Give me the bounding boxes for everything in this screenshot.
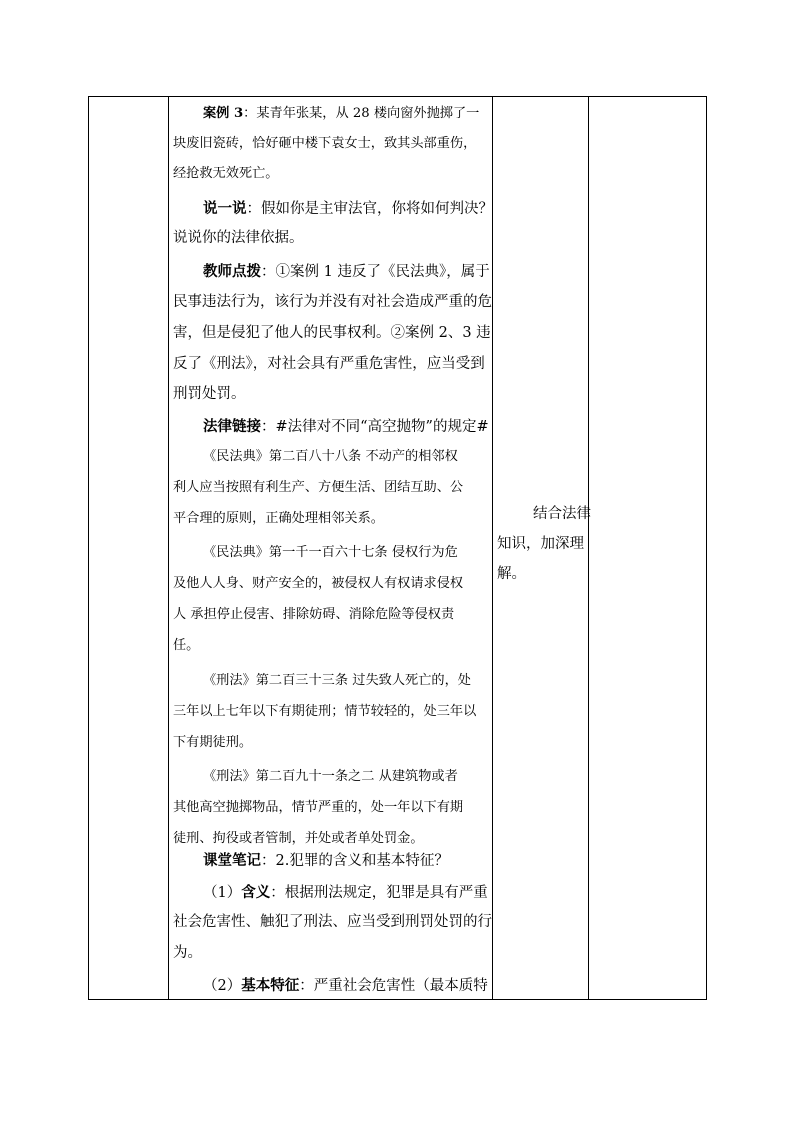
law-line: 三年以上七年以下有期徒刑；情节较轻的，处三年以 [173,704,477,719]
speak-line: 说说你的法律依据。 [173,230,304,246]
case3-line: 经抢救无效死亡。 [173,166,279,181]
design-intent-line: 知识，加深理 [497,536,584,552]
design-intent-line: 解。 [497,566,526,582]
definition-line: 为。 [173,945,202,961]
teacher-line: 刑罚处罚。 [173,386,246,402]
law-line: 下有期徒刑。 [173,735,253,750]
case3-label: 案例 3 [203,106,244,121]
teacher-line: 教师点拨：①案例 1 违反了《民法典》，属于 [203,263,490,280]
definition-label: 含义 [241,884,271,901]
teaching-content-cell [169,97,493,999]
teacher-line: 反了《刑法》，对社会具有严重危害性，应当受到 [173,356,485,372]
case3-line: 块废旧瓷砖，恰好砸中楼下袁女士，致其头部重伤， [173,136,477,151]
law-line: 《刑法》第二百九十一条之二 从建筑物或者 [203,769,458,784]
law-line: 《民法典》第一千一百六十七条 侵权行为危 [203,545,458,560]
design-intent-line: 结合法律 [533,506,591,522]
definition-line: （1）含义：根据刑法规定，犯罪是具有严重 [203,884,488,901]
column-divider [588,97,589,999]
law-line: 其他高空抛掷物品，情节严重的，处一年以下有期 [173,800,464,815]
case3-line: 案例 3：某青年张某，从 28 楼向窗外抛掷了一 [203,106,480,121]
teacher-label: 教师点拨 [203,263,261,280]
law-line: 任。 [173,638,200,653]
law-line: 人 承担停止侵害、排除妨碍、消除危险等侵权责 [173,607,455,622]
law-link-line: 法律链接：#法律对不同“高空抛物”的规定# [203,418,489,435]
law-line: 及他人人身、财产安全的，被侵权人有权请求侵权 [173,576,464,591]
teacher-line: 民事违法行为，该行为并没有对社会造成严重的危 [173,294,492,310]
law-line: 徒刑、拘役或者管制，并处或者单处罚金。 [173,831,424,846]
law-line: 利人应当按照有利生产、方便生活、团结互助、公 [173,480,464,495]
design-intent-cell [493,499,591,589]
feature-label: 基本特征 [241,977,300,994]
law-link-label: 法律链接 [203,418,261,435]
law-line: 《刑法》第二百三十三条 过失致人死亡的，处 [203,673,471,688]
speak-line: 说一说：假如你是主审法官，你将如何判决？ [203,200,493,217]
class-notes-label: 课堂笔记 [203,852,261,869]
definition-line: 社会危害性、触犯了刑法、应当受到刑罚处罚的行 [173,914,492,930]
class-notes-line: 课堂笔记：2.犯罪的含义和基本特征？ [203,852,449,869]
feature-line: （2）基本特征：严重社会危害性（最本质特 [203,977,488,994]
law-line: 平合理的原则，正确处理相邻关系。 [173,511,384,526]
speak-label: 说一说 [203,200,247,217]
lesson-table [88,96,707,1000]
teacher-line: 害，但是侵犯了他人的民事权利。②案例 2、3 违 [173,325,491,341]
law-line: 《民法典》第二百八十八条 不动产的相邻权 [203,449,458,464]
